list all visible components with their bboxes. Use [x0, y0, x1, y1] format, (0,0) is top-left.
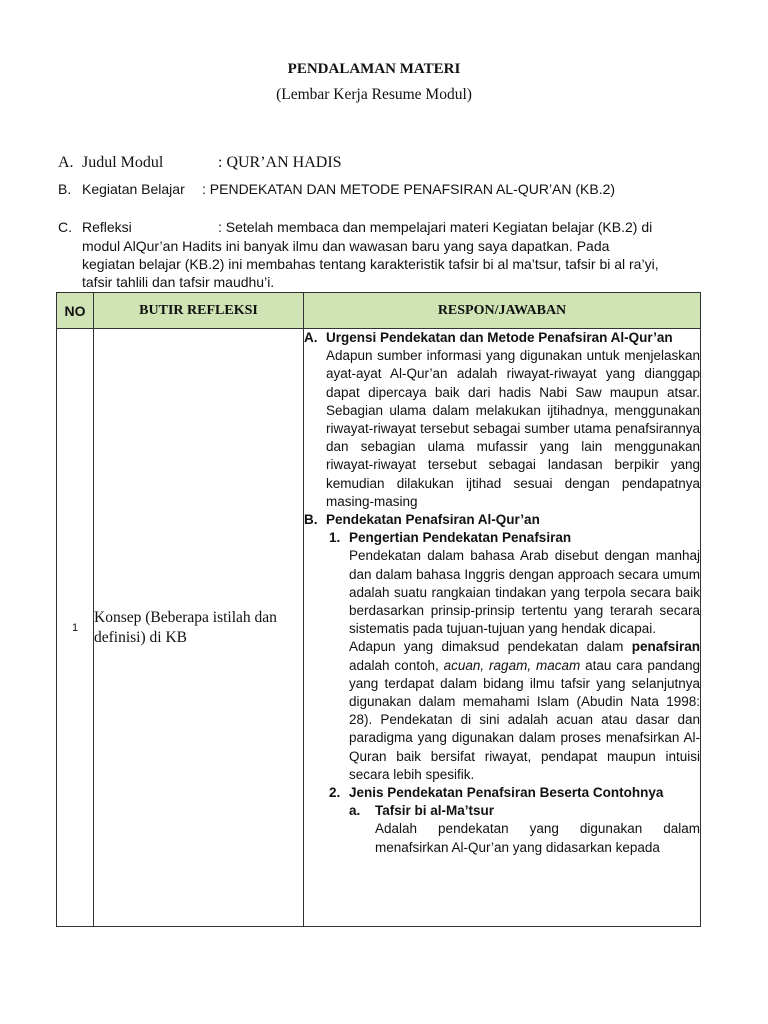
info-a-letter: A.	[58, 154, 74, 171]
item-2-sub-a	[349, 802, 700, 857]
respon-cell	[304, 329, 701, 927]
item-1-text-2-start: Adapun yang dimaksud pendekatan dalam	[349, 639, 624, 655]
item-1-text-2-italic: acuan, ragam, macam	[443, 657, 581, 673]
info-c-letter: C.	[58, 219, 72, 235]
item-1-text-2-end: atau cara pandang yang terdapat dalam bidang ilmu tafsir yang selanjutnya digunakan dalam memahami Islam (Abudin Nata 1998: 28). Pendekatan di sini adalah acuan atau dasar dan paradigma yang digunakan dalam proses menafsirkan Al-Quran baik bersifat riwayat, pendapat maupun intuisi secara lebih spesifik.	[349, 657, 700, 782]
info-kegiatan-belajar	[58, 181, 615, 197]
info-a-value: : QUR’AN HADIS	[218, 154, 342, 171]
item-1-text-2-bold: penafsiran	[631, 639, 700, 655]
header-butir-refleksi: BUTIR REFLEKSI	[94, 293, 304, 329]
item-1-title: Pengertian Pendekatan Penafsiran	[349, 530, 572, 546]
sub-a-marker: a.	[349, 803, 361, 819]
section-b-marker: B.	[304, 512, 318, 528]
section-b-title: Pendekatan Penafsiran Al-Qur’an	[326, 512, 540, 528]
info-judul-modul	[58, 154, 342, 172]
document-subtitle: (Lembar Kerja Resume Modul)	[276, 86, 472, 103]
section-a	[304, 329, 700, 511]
document-title: PENDALAMAN MATERI	[287, 61, 461, 77]
info-b-label: Kegiatan Belajar	[82, 181, 185, 197]
table-header-row	[57, 293, 701, 329]
info-c-value-rest: modul AlQur’an Hadits ini banyak ilmu dan wawasan baru yang saya dapatkan. Pada kegiatan belajar (KB.2) ini membahas tentang karakteristik tafsir bi al ma’tsur, tafsir bi al ra’yi, tafsir tahlili dan tafsir maudhu’i.	[82, 238, 659, 290]
info-a-label: Judul Modul	[82, 154, 164, 171]
section-b-item-1	[329, 529, 700, 784]
section-a-title: Urgensi Pendekatan dan Metode Penafsiran Al-Qur’an	[326, 330, 673, 345]
header-respon-jawaban: RESPON/JAWABAN	[304, 293, 701, 329]
section-b	[304, 511, 700, 857]
item-1-text-2-mid: adalah contoh,	[349, 657, 444, 673]
item-2-title: Jenis Pendekatan Penafsiran Beserta Contohnya	[349, 785, 664, 801]
info-c-label: Refleksi	[82, 219, 132, 235]
item-1-text-2	[349, 638, 700, 784]
section-a-marker: A.	[304, 330, 318, 345]
item-2-marker: 2.	[329, 785, 341, 801]
header-no: NO	[57, 293, 94, 329]
sub-a-title: Tafsir bi al-Ma’tsur	[375, 803, 495, 819]
item-1-text-1: Pendekatan dalam bahasa Arab disebut dengan manhaj dan dalam bahasa Inggris dengan approach secara umum adalah suatu rangkaian tindakan yang terpola secara baik berdasarkan prinsip-prinsip tertentu yang terarah secara sistematis pada tujuan-tujuan yang hendak dicapai.	[349, 548, 700, 637]
info-b-value: : PENDEKATAN DAN METODE PENAFSIRAN AL-QUR’AN (KB.2)	[202, 181, 616, 197]
info-refleksi	[58, 219, 652, 235]
row-number: 1	[57, 329, 94, 927]
section-b-item-2	[329, 784, 700, 857]
sub-a-text: Adalah pendekatan yang digunakan dalam menafsirkan Al-Qur’an yang didasarkan kepada	[375, 821, 700, 855]
table-row	[57, 329, 701, 927]
section-a-text: Adapun sumber informasi yang digunakan untuk menjelaskan ayat-ayat Al-Qur’an adalah riwayat-riwayat yang dianggap dapat dipercaya baik dari hadis Nabi Saw maupun atsar. Sebagian ulama dalam melakukan ijtihadnya, menggunakan riwayat-riwayat tersebut sebagai sumber utama penafsirannya dan sebagian ulama mufassir yang lain menggunakan riwayat-riwayat tersebut sebagai landasan berpikir yang kemudian dilakukan ijtihad sesuai dengan pendapatnya masing-masing	[326, 348, 700, 509]
reflection-table	[56, 292, 701, 927]
info-b-letter: B.	[58, 181, 72, 197]
info-c-value-first: : Setelah membaca dan mempelajari materi Kegiatan belajar (KB.2) di	[218, 219, 653, 235]
item-1-marker: 1.	[329, 530, 341, 546]
butir-refleksi-cell: Konsep (Beberapa istilah dan definisi) di KB	[94, 329, 304, 927]
